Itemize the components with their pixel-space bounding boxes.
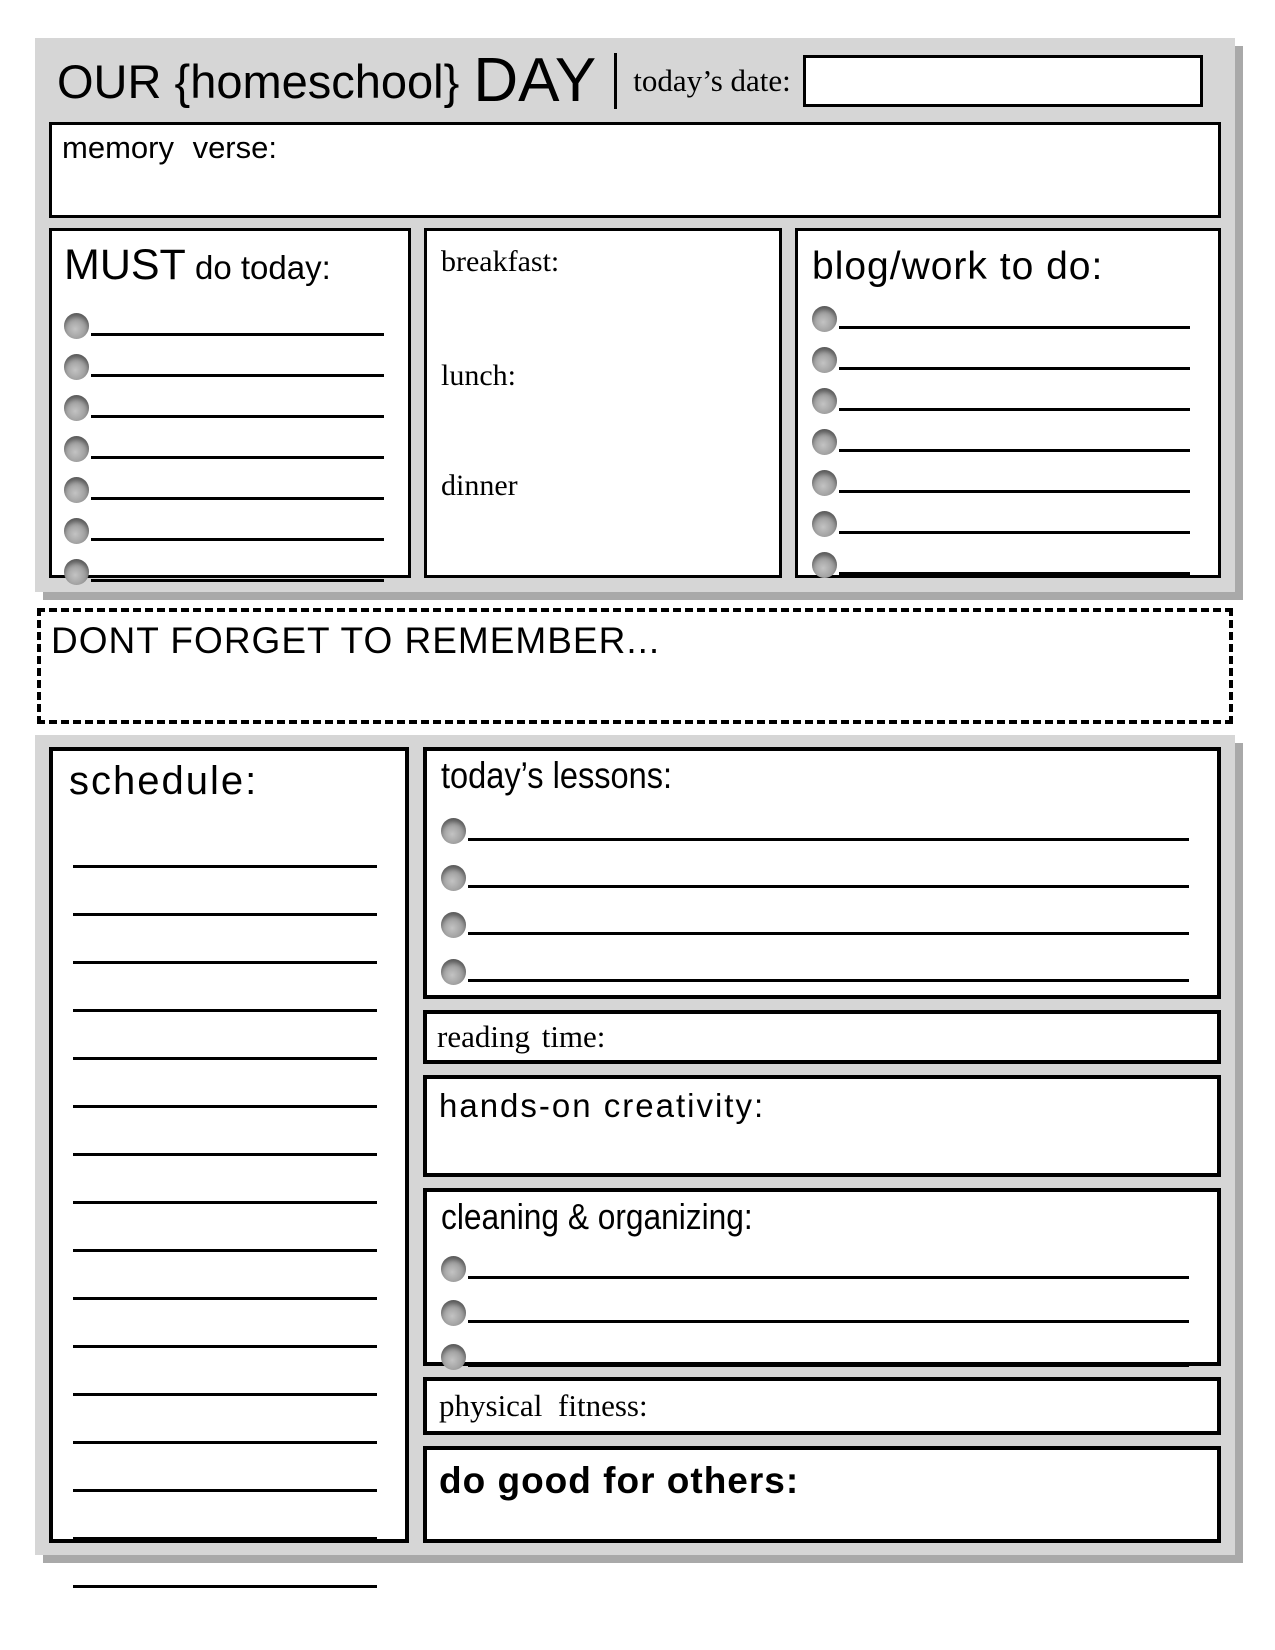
todo-write-line[interactable]	[839, 408, 1190, 411]
do-good-for-others-label: do good for others:	[439, 1460, 800, 1501]
schedule-write-line[interactable]	[73, 1396, 377, 1444]
todo-row	[812, 332, 1204, 373]
todo-write-line[interactable]	[91, 497, 384, 500]
todo-write-line[interactable]	[839, 490, 1190, 493]
todo-row	[812, 414, 1204, 455]
blog-work-box	[795, 228, 1221, 578]
hands-on-creativity-label: hands-on creativity:	[439, 1087, 766, 1124]
physical-fitness-label: physical fitness:	[439, 1388, 648, 1423]
schedule-lines	[69, 820, 385, 1588]
lunch-label: lunch:	[441, 359, 516, 392]
schedule-write-line[interactable]	[73, 1060, 377, 1108]
todo-write-line[interactable]	[91, 538, 384, 541]
bullet-icon	[441, 912, 466, 938]
schedule-write-line[interactable]	[73, 1300, 377, 1348]
todo-row	[812, 455, 1204, 496]
schedule-write-line[interactable]	[73, 1540, 377, 1588]
schedule-write-line[interactable]	[73, 1252, 377, 1300]
bullet-icon	[64, 518, 89, 544]
todo-row	[441, 797, 1203, 844]
schedule-label: schedule:	[69, 759, 259, 803]
todo-write-line[interactable]	[91, 374, 384, 377]
todo-row	[441, 1238, 1203, 1282]
todo-row	[441, 891, 1203, 938]
bullet-icon	[64, 354, 89, 380]
todo-write-line[interactable]	[91, 456, 384, 459]
blog-work-list	[812, 291, 1204, 578]
todo-row	[441, 938, 1203, 985]
schedule-write-line[interactable]	[73, 1492, 377, 1540]
schedule-write-line[interactable]	[73, 1348, 377, 1396]
must-do-today-label: MUST do today:	[64, 241, 331, 289]
todo-row	[64, 339, 398, 380]
dont-forget-label: DONT FORGET TO REMEMBER...	[51, 620, 661, 661]
breakfast-label: breakfast:	[441, 245, 560, 278]
sheet-bottom	[35, 735, 1235, 1555]
lessons-list	[441, 797, 1203, 985]
todo-row	[441, 1326, 1203, 1370]
bullet-icon	[812, 347, 837, 373]
bullet-icon	[441, 818, 466, 844]
todo-row	[812, 373, 1204, 414]
memory-verse-box[interactable]	[49, 122, 1221, 218]
schedule-write-line[interactable]	[73, 1012, 377, 1060]
header-divider	[614, 53, 617, 109]
todays-lessons-label: today’s lessons:	[441, 755, 673, 796]
schedule-write-line[interactable]	[73, 964, 377, 1012]
must-do-list	[64, 298, 398, 585]
do-good-for-others-box[interactable]	[423, 1446, 1221, 1543]
todo-write-line[interactable]	[839, 449, 1190, 452]
todo-row	[812, 291, 1204, 332]
physical-fitness-box[interactable]	[423, 1377, 1221, 1435]
todo-write-line[interactable]	[468, 885, 1189, 888]
bullet-icon	[812, 388, 837, 414]
sheet-top	[35, 38, 1235, 592]
bullet-icon	[64, 477, 89, 503]
page-title-day: DAY	[473, 46, 597, 115]
schedule-write-line[interactable]	[73, 1108, 377, 1156]
todo-write-line[interactable]	[468, 838, 1189, 841]
todo-write-line[interactable]	[468, 1364, 1189, 1367]
todo-write-line[interactable]	[839, 572, 1190, 575]
bullet-icon	[64, 436, 89, 462]
cleaning-list	[441, 1238, 1203, 1370]
bullet-icon	[441, 865, 466, 891]
dont-forget-box[interactable]	[37, 608, 1233, 724]
todo-write-line[interactable]	[839, 531, 1190, 534]
schedule-write-line[interactable]	[73, 868, 377, 916]
todo-write-line[interactable]	[839, 367, 1190, 370]
bullet-icon	[812, 552, 837, 578]
meals-box[interactable]	[424, 228, 782, 578]
todays-lessons-box	[423, 747, 1221, 999]
todo-row	[64, 380, 398, 421]
memory-verse-label: memory verse:	[62, 130, 277, 165]
todo-write-line[interactable]	[468, 1276, 1189, 1279]
must-do-today-box	[49, 228, 411, 578]
bullet-icon	[812, 511, 837, 537]
schedule-write-line[interactable]	[73, 820, 377, 868]
todo-write-line[interactable]	[468, 932, 1189, 935]
dinner-label: dinner	[441, 469, 518, 502]
hands-on-creativity-box[interactable]	[423, 1075, 1221, 1177]
blog-work-label: blog/work to do:	[812, 245, 1104, 288]
date-label: today’s date:	[633, 63, 791, 98]
schedule-write-line[interactable]	[73, 1444, 377, 1492]
bullet-icon	[812, 470, 837, 496]
bullet-icon	[812, 429, 837, 455]
page-title: OUR {homeschool}	[57, 54, 460, 108]
date-input[interactable]	[803, 55, 1203, 107]
bullet-icon	[812, 306, 837, 332]
todo-row	[64, 544, 398, 585]
todo-write-line[interactable]	[91, 579, 384, 582]
todo-row	[812, 537, 1204, 578]
todo-write-line[interactable]	[91, 333, 384, 336]
cleaning-organizing-label: cleaning & organizing:	[441, 1196, 753, 1237]
reading-time-box[interactable]	[423, 1010, 1221, 1064]
todo-write-line[interactable]	[839, 326, 1190, 329]
page-header	[49, 48, 1221, 114]
bullet-icon	[441, 1344, 466, 1370]
bullet-icon	[64, 559, 89, 585]
reading-time-label: reading time:	[437, 1019, 606, 1054]
todo-row	[441, 844, 1203, 891]
todo-row	[64, 462, 398, 503]
todo-write-line[interactable]	[468, 1320, 1189, 1323]
schedule-write-line[interactable]	[73, 1204, 377, 1252]
todo-row	[64, 421, 398, 462]
schedule-write-line[interactable]	[73, 916, 377, 964]
schedule-write-line[interactable]	[73, 1156, 377, 1204]
cleaning-organizing-box	[423, 1188, 1221, 1366]
bullet-icon	[64, 395, 89, 421]
bullet-icon	[441, 1300, 466, 1326]
todo-row	[441, 1282, 1203, 1326]
bullet-icon	[64, 313, 89, 339]
todo-write-line[interactable]	[91, 415, 384, 418]
todo-row	[812, 496, 1204, 537]
schedule-box	[49, 747, 409, 1543]
todo-write-line[interactable]	[468, 979, 1189, 982]
bullet-icon	[441, 959, 466, 985]
todo-row	[64, 298, 398, 339]
bullet-icon	[441, 1256, 466, 1282]
todo-row	[64, 503, 398, 544]
